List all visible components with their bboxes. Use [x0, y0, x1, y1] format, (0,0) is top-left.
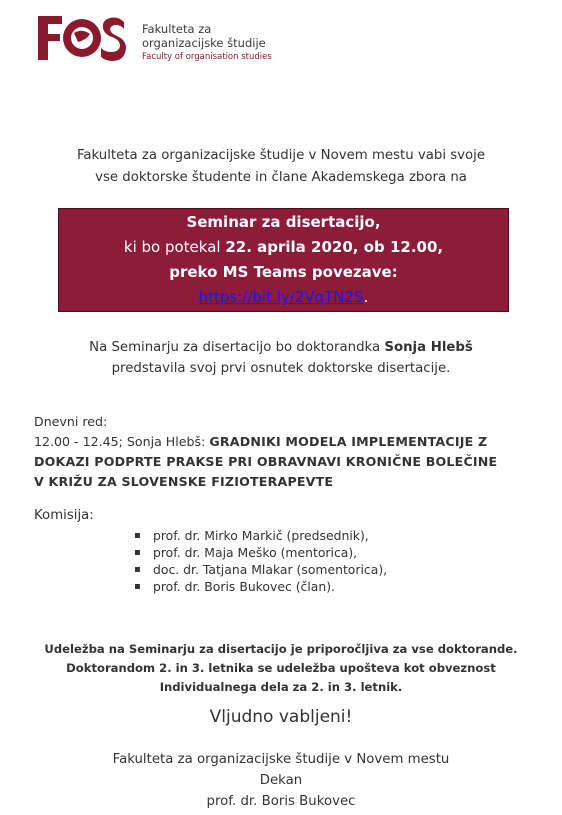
agenda-time-speaker: 12.00 - 12.45; Sonja Hlebš: — [34, 434, 210, 449]
fos-logo — [36, 10, 316, 70]
commission-member: ▪ prof. dr. Boris Bukovec (član). — [134, 578, 534, 595]
commission-list — [34, 527, 534, 595]
logo-line-1: Fakulteta za — [142, 22, 212, 36]
intro-line-2: vse doktorske študente in člane Akademskega zbora na — [95, 170, 467, 185]
commission-member: ▪ prof. dr. Maja Meško (mentorica), — [134, 544, 534, 561]
commission-label: Komisija: — [34, 508, 94, 523]
commission-member: ▪ doc. dr. Tatjana Mlakar (somentorica), — [134, 561, 534, 578]
agenda-item-line-1 — [34, 432, 534, 452]
fos-logo-mark — [36, 10, 128, 66]
logo-text — [142, 22, 272, 64]
signature-name: prof. dr. Boris Bukovec — [206, 794, 356, 809]
signature-institution: Fakulteta za organizacijske študije v Novem mestu — [112, 752, 450, 767]
seminar-link-suffix: . — [363, 288, 369, 306]
seminar-announcement-box — [58, 208, 509, 312]
agenda-topic-part-2: DOKAZI PODPRTE PRAKSE PRI OBRAVNAVI KRONIČNE BOLEČINE — [34, 454, 498, 469]
seminar-date-line — [59, 235, 508, 260]
attendance-note — [0, 640, 562, 697]
logo-line-3: Faculty of organisation studies — [142, 52, 272, 62]
attendance-line-2: Doktorandom 2. in 3. letnika se udeležba upošteva kot obveznost — [66, 661, 496, 675]
agenda-label: Dnevni red: — [34, 414, 108, 429]
attendance-line-1: Udeležba na Seminarju za disertacijo je priporočljiva za vse doktorande. — [44, 642, 518, 656]
signature-role: Dekan — [259, 773, 303, 788]
candidate-info — [0, 337, 562, 379]
candidate-name: Sonja Hlebš — [384, 340, 473, 355]
candidate-line-1 — [0, 337, 562, 358]
seminar-link-line — [59, 285, 508, 310]
intro-line-1: Fakulteta za organizacijske študije v Novem mestu vabi svoje — [76, 148, 486, 163]
seminar-date-prefix: ki bo potekal — [123, 238, 226, 256]
commission-member: ▪ prof. dr. Mirko Markič (predsednik), — [134, 527, 534, 544]
closing-greeting: Vljudno vabljeni! — [209, 707, 353, 727]
agenda-topic-part-1: GRADNIKI MODELA IMPLEMENTACIJE Z — [209, 434, 488, 449]
invitation-intro — [0, 145, 562, 189]
agenda — [34, 412, 534, 492]
attendance-line-3: Individualnega dela za 2. in 3. letnik. — [159, 680, 403, 694]
teams-link[interactable]: https://bit.ly/2VqTN2S — [198, 288, 364, 306]
agenda-topic-part-3: V KRIŽU ZA SLOVENSKE FIZIOTERAPEVTE — [34, 474, 334, 489]
candidate-line-2: predstavila svoj prvi osnutek doktorske disertacije. — [111, 361, 451, 376]
commission — [34, 508, 534, 595]
seminar-via: preko MS Teams povezave: — [169, 263, 398, 281]
seminar-date: 22. aprila 2020, ob 12.00, — [225, 238, 444, 256]
candidate-prefix: Na Seminarju za disertacijo bo doktorandka — [89, 340, 385, 355]
seminar-title: Seminar za disertacijo, — [186, 213, 381, 231]
signature-block — [0, 749, 562, 812]
logo-line-2: organizacijske študije — [142, 36, 266, 50]
